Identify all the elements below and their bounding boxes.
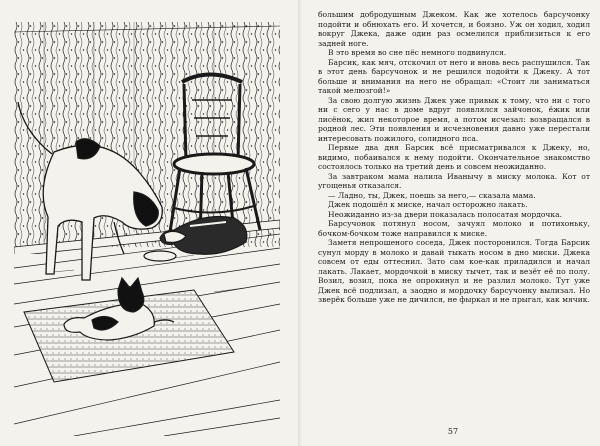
- paragraph: Заметя непрошеного соседа, Джек посторонился. Тогда Барсик сунул морду в молоко и давай тыкать носом в дно миски. Джека совсем от еды оттеснил. Зато сам кое-как приладился и начал лакать. Лакает, мордочкой в миску тычет, так и везёт её по полу. Возил, возил, пока не опрокинул и не разлил молоко. Тут уже Джек всё подлизал, а заодно и мордочку барсучонку вылизал. Но зверёк больше уже не дичился, не фыркал и не прыгал, как мячик.: [318, 238, 590, 304]
- illustration: [14, 22, 280, 436]
- milk-bowl: [144, 251, 176, 261]
- paragraph: В это время во сне пёс немного подвинулся.: [328, 48, 507, 57]
- paragraph: Первые два дня Барсик всё присматривался к Джеку, но, видимо, побаивался к нему подойти. Окончательное знакомство состоялось только на третий день и совсем неожиданно.: [318, 143, 590, 171]
- paragraph: — Ладно, ты, Джек, поешь за него,— сказала мама.: [328, 190, 536, 200]
- book-gutter: [298, 0, 302, 446]
- text-block: [318, 10, 590, 305]
- paragraph: За свою долгую жизнь Джек уже привык к тому, что ни с того ни с сего у нас в доме вдруг появлялся зайчонок, ёжик или лисёнок, жил некоторое время, а потом исчезал: возвращался в родной лес. Эти появления и исчезновения давно уже перестали интересовать пожилого, солидного пса.: [318, 95, 590, 143]
- paragraph: большим добродушным Джеком. Как же хотелось барсучонку подойти и обнюхать его. И хочется, и боязно. Уж он ходил, ходил вокруг Джека, даже один раз осмелился приблизиться к его задней ноге.: [318, 10, 590, 48]
- paragraph: Барсик, как мяч, отскочил от него и вновь весь распушился. Так в этот день барсучонок и не решился подойти к Джеку. А тот больше и внимания на него не обращал: «Стоит ли заниматься такой мелюзгой!»: [318, 57, 590, 95]
- paragraph: Неожиданно из-за двери показалась полосатая мордочка.: [328, 209, 562, 219]
- paragraph: За завтраком мама налила Иванычу в миску молока. Кот от угощенья отказался.: [318, 171, 590, 190]
- page-number: 57: [447, 427, 459, 436]
- paragraph: Барсучонок потянул носом, зачуял молоко и потихоньку, бочком-бочком тоже направился к миске.: [318, 219, 590, 238]
- paragraph: Джек подошёл к миске, начал осторожно лакать.: [328, 200, 528, 209]
- right-page: [306, 0, 600, 446]
